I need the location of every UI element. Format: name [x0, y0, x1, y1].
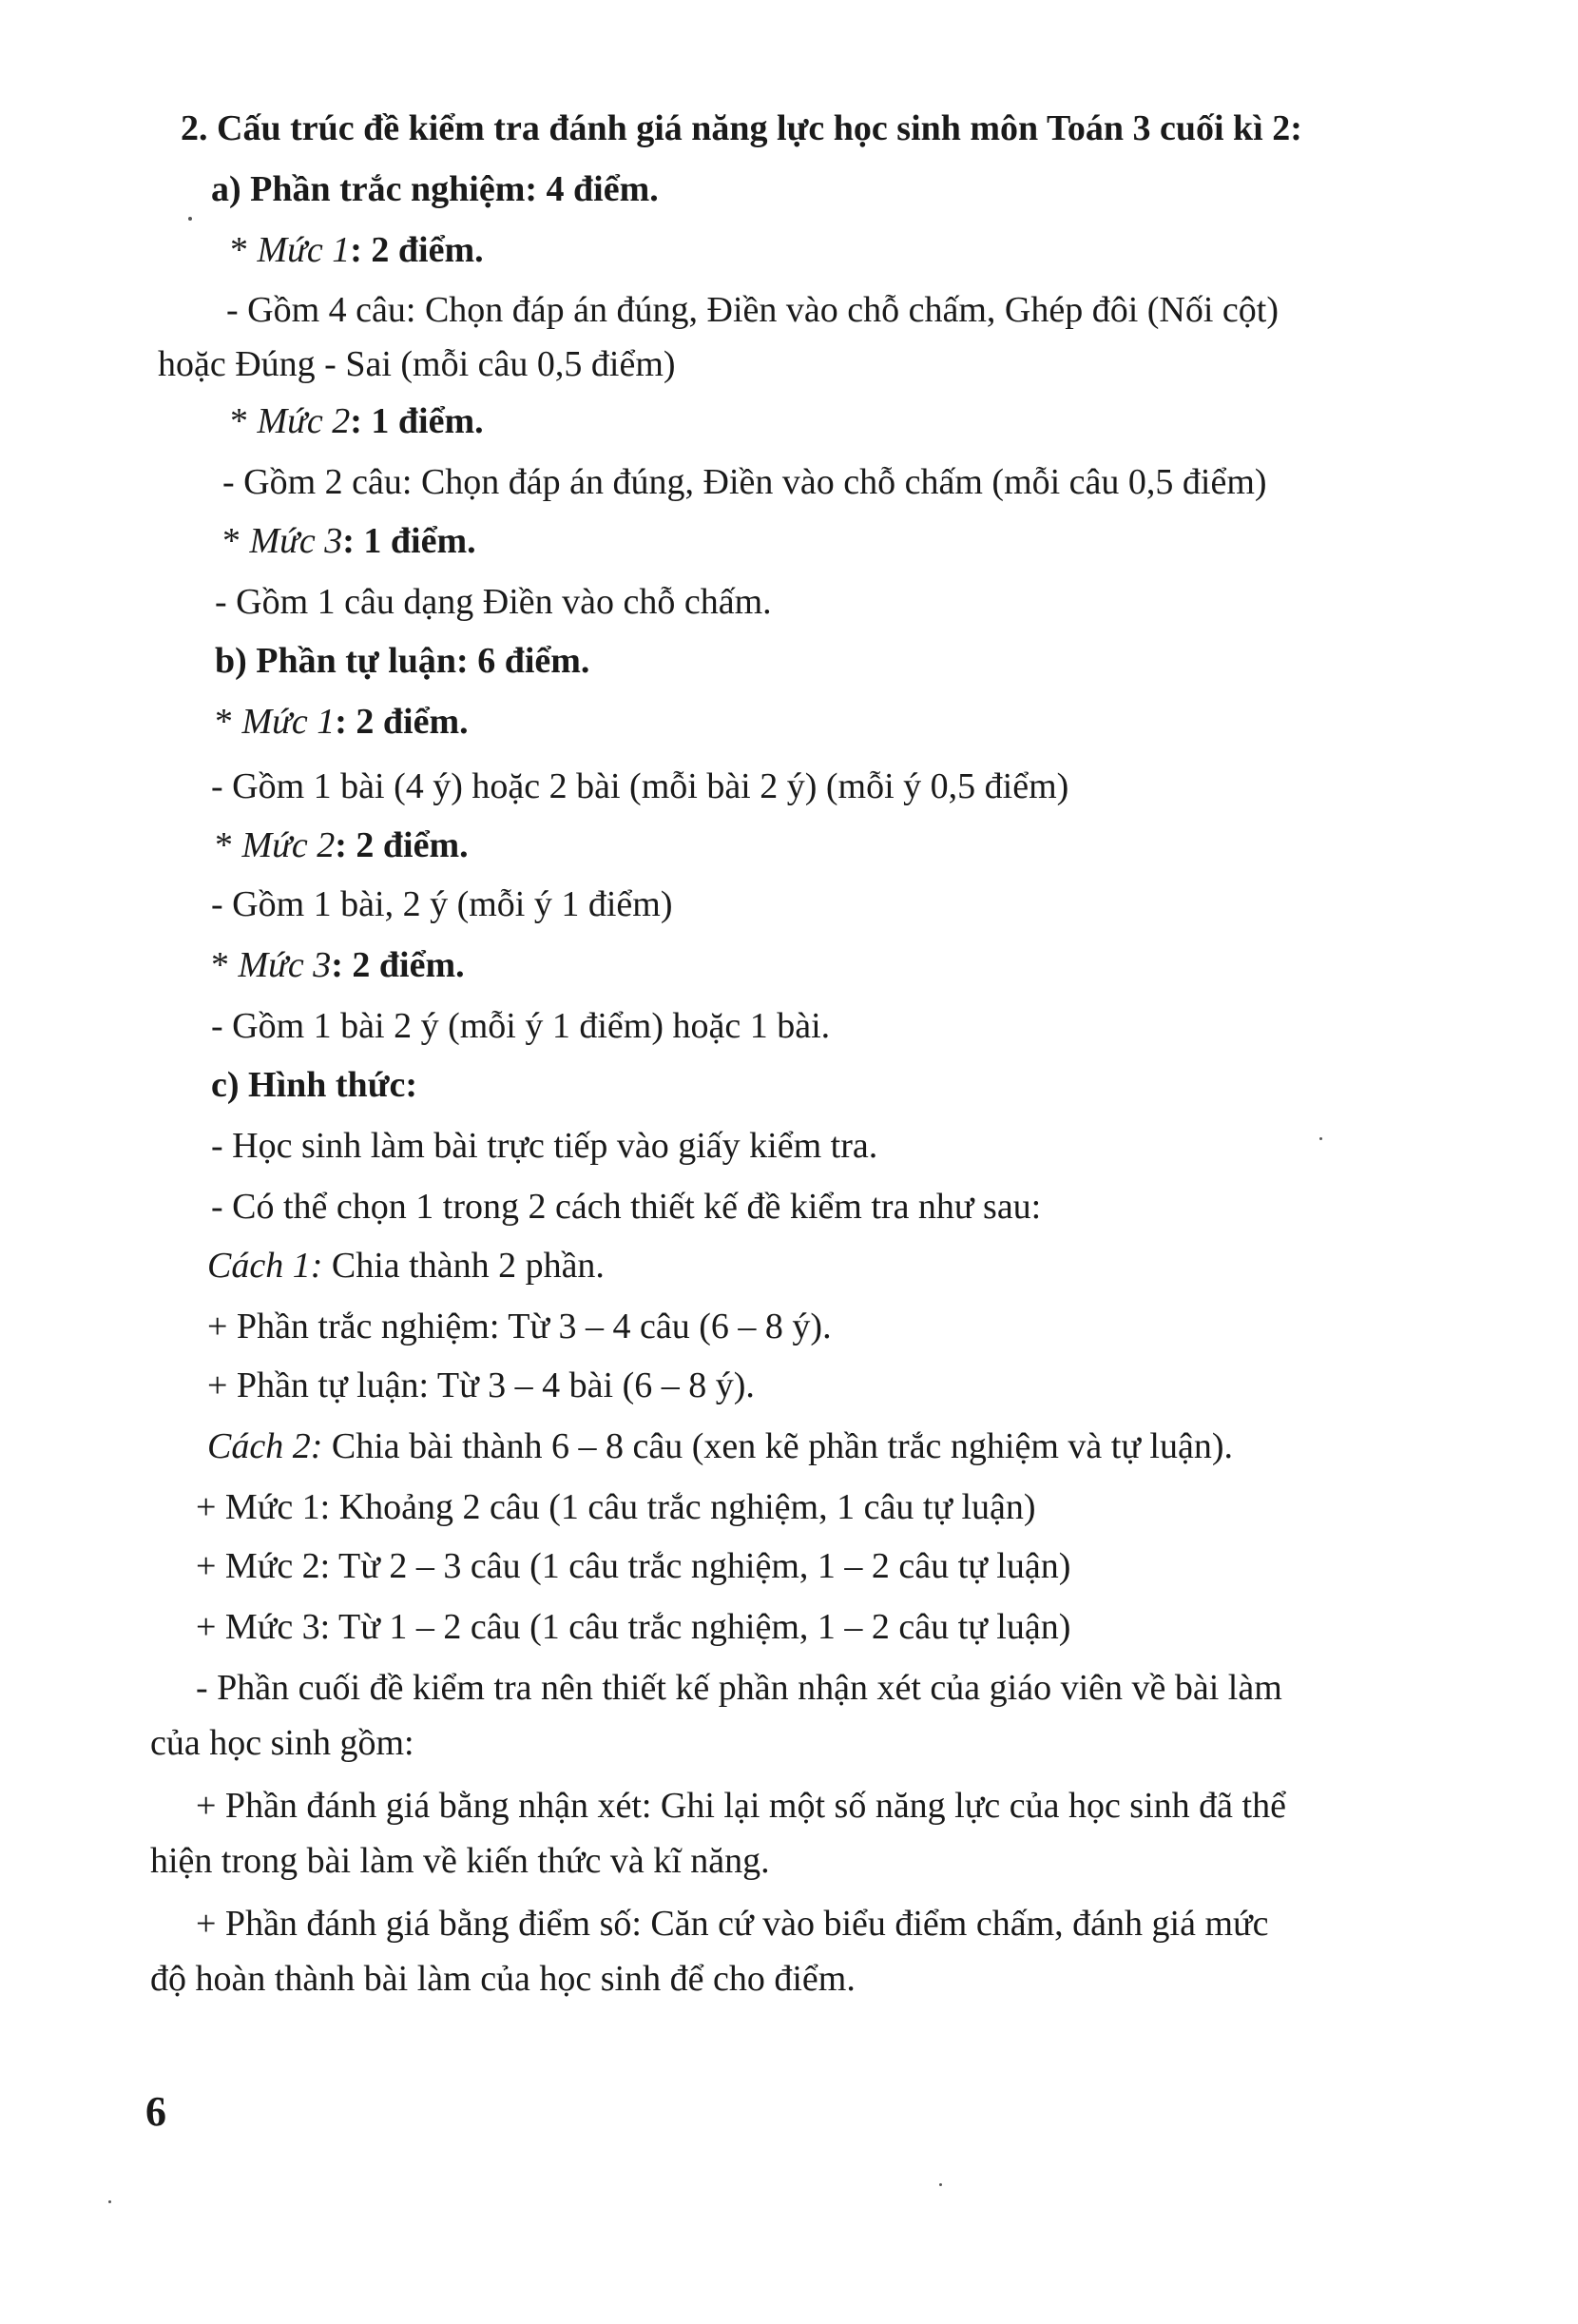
- ending-line-1: - Phần cuối đề kiểm tra nên thiết kế phần nhận xét của giáo viên về bài làm: [196, 1668, 1282, 1708]
- part-b-level1-desc: - Gồm 1 bài (4 ý) hoặc 2 bài (mỗi bài 2 ý) (mỗi ý 0,5 điểm): [211, 766, 1069, 806]
- comment-line-2: hiện trong bài làm về kiến thức và kĩ năng.: [150, 1841, 770, 1881]
- way1-text: Chia thành 2 phần.: [322, 1246, 605, 1286]
- level-points: : 2 điểm.: [350, 230, 484, 270]
- way2-item-3: + Mức 3: Từ 1 – 2 câu (1 câu trắc nghiệm, 1 – 2 câu tự luận): [196, 1607, 1071, 1647]
- way2-item-1: + Mức 1: Khoảng 2 câu (1 câu trắc nghiệm, 1 câu tự luận): [196, 1487, 1036, 1527]
- part-a-level3-desc: - Gồm 1 câu dạng Điền vào chỗ chấm.: [215, 582, 772, 622]
- way1-item-1: + Phần trắc nghiệm: Từ 3 – 4 câu (6 – 8 ý).: [207, 1307, 832, 1346]
- comment-line-1: + Phần đánh giá bằng nhận xét: Ghi lại một số năng lực của học sinh đã thể: [196, 1786, 1286, 1826]
- scan-speck: [1319, 1137, 1322, 1140]
- level-points: : 2 điểm.: [335, 825, 469, 865]
- score-line-2: độ hoàn thành bài làm của học sinh để cho điểm.: [150, 1959, 856, 1999]
- scan-speck: [188, 217, 192, 221]
- level-label: Mức 1: [241, 702, 336, 742]
- part-b-level3-desc: - Gồm 1 bài 2 ý (mỗi ý 1 điểm) hoặc 1 bài.: [211, 1006, 831, 1046]
- part-b-level1: * Mức 1: 2 điểm.: [215, 702, 469, 742]
- part-a-level2-desc: - Gồm 2 câu: Chọn đáp án đúng, Điền vào chỗ chấm (mỗi câu 0,5 điểm): [222, 462, 1267, 502]
- section-heading: 2. Cấu trúc đề kiểm tra đánh giá năng lực học sinh môn Toán 3 cuối kì 2:: [181, 108, 1302, 148]
- way2-label: Cách 2:: [207, 1426, 323, 1466]
- part-a-level3: * Mức 3: 1 điểm.: [222, 521, 476, 561]
- scan-speck: [939, 2183, 942, 2186]
- way2: [207, 1424, 1233, 1468]
- part-c-line-2: - Có thể chọn 1 trong 2 cách thiết kế đề kiểm tra như sau:: [211, 1187, 1042, 1227]
- part-b-level2: * Mức 2: 2 điểm.: [215, 825, 469, 865]
- way1: [207, 1244, 605, 1288]
- level-points: : 1 điểm.: [350, 401, 484, 441]
- score-line-1: + Phần đánh giá bằng điểm số: Căn cứ vào biểu điểm chấm, đánh giá mức: [196, 1904, 1269, 1944]
- level-label: Mức 2: [257, 401, 351, 441]
- level-points: : 2 điểm.: [331, 945, 465, 985]
- level-points: : 1 điểm.: [342, 521, 476, 561]
- way1-label: Cách 1:: [207, 1246, 323, 1286]
- page-number: 6: [145, 2088, 166, 2135]
- part-c-line-1: - Học sinh làm bài trực tiếp vào giấy kiểm tra.: [211, 1126, 878, 1166]
- way1-item-2: + Phần tự luận: Từ 3 – 4 bài (6 – 8 ý).: [207, 1365, 755, 1405]
- part-a-level1-desc-2: hoặc Đúng - Sai (mỗi câu 0,5 điểm): [158, 344, 676, 384]
- part-a-title: a) Phần trắc nghiệm: 4 điểm.: [211, 169, 659, 209]
- part-c-title: c) Hình thức:: [211, 1065, 418, 1105]
- part-b-level3: * Mức 3: 2 điểm.: [211, 945, 465, 985]
- level-label: Mức 3: [249, 521, 343, 561]
- level-points: : 2 điểm.: [335, 702, 469, 742]
- way2-item-2: + Mức 2: Từ 2 – 3 câu (1 câu trắc nghiệm, 1 – 2 câu tự luận): [196, 1546, 1071, 1586]
- level-label: Mức 3: [238, 945, 332, 985]
- ending-line-2: của học sinh gồm:: [150, 1723, 414, 1763]
- part-a-level1: * Mức 1: 2 điểm.: [230, 230, 484, 270]
- part-a-level2: * Mức 2: 1 điểm.: [230, 401, 484, 441]
- scan-speck: [108, 2200, 111, 2203]
- part-b-level2-desc: - Gồm 1 bài, 2 ý (mỗi ý 1 điểm): [211, 884, 673, 924]
- part-b-title: b) Phần tự luận: 6 điểm.: [215, 641, 590, 681]
- level-label: Mức 2: [241, 825, 336, 865]
- way2-text: Chia bài thành 6 – 8 câu (xen kẽ phần trắc nghiệm và tự luận).: [322, 1426, 1234, 1466]
- level-label: Mức 1: [257, 230, 351, 270]
- part-a-level1-desc-1: - Gồm 4 câu: Chọn đáp án đúng, Điền vào chỗ chấm, Ghép đôi (Nối cột): [226, 290, 1280, 330]
